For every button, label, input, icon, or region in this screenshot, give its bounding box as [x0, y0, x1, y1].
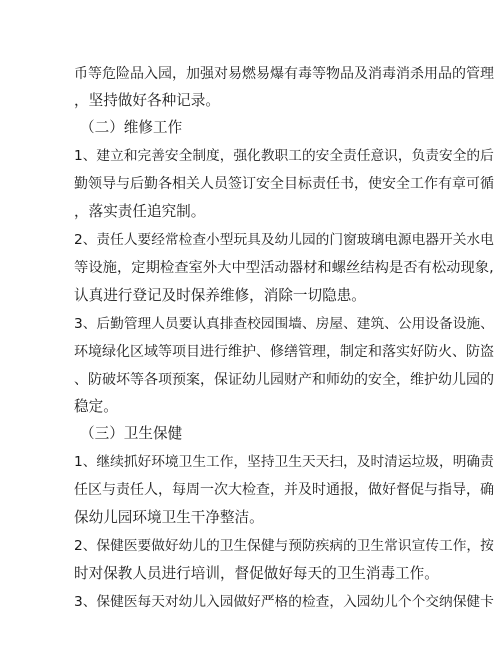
paragraph-line: ，落实责任追究制。	[74, 203, 206, 220]
paragraph-line: 3、后勤管理人员要认真排查校园围墙、房屋、建筑、公用设备设施、	[74, 316, 494, 332]
paragraph-line: 2、责任人要经常检查小型玩具及幼儿园的门窗玻璃电源电器开关水电	[74, 232, 494, 248]
paragraph-line: 1、建立和完善安全制度，强化教职工的安全责任意识，负责安全的后	[74, 148, 494, 164]
paragraph-line: 勤领导与后勤各相关人员签订安全目标责任书，使安全工作有章可循	[74, 176, 494, 192]
paragraph-line: 认真进行登记及时保养维修，消除一切隐患。	[74, 287, 366, 304]
section-heading: （三）卫生保健	[80, 425, 183, 442]
paragraph-line: 任区与责任人，每周一次大检查，并及时通报，做好督促与指导，确	[74, 482, 494, 498]
paragraph-line: ，坚持做好各种记录。	[74, 92, 220, 109]
paragraph-line: 币等危险品入园，加强对易燃易爆有毒等物品及消毒消杀用品的管理	[74, 66, 494, 82]
paragraph-line: 时对保教人员进行培训，督促做好每天的卫生消毒工作。	[74, 565, 439, 582]
paragraph-line: 等设施，定期检查室外大中型活动器材和螺丝结构是否有松动现象,	[74, 260, 494, 276]
paragraph-line: 保幼儿园环境卫生干净整洁。	[74, 509, 264, 526]
paragraph-line: 、防破坏等各项预案，保证幼儿园财产和师幼的安全，维护幼儿园的	[74, 372, 494, 388]
section-heading: （二）维修工作	[80, 119, 183, 136]
paragraph-line: 稳定。	[74, 398, 118, 415]
paragraph-line: 2、保健医要做好幼儿的卫生保健与预防疾病的卫生常识宣传工作，按	[74, 538, 494, 554]
paragraph-line: 环境绿化区域等项目进行维护、修缮管理，制定和落实好防火、防盗	[74, 344, 494, 360]
paragraph-line: 3、保健医每天对幼儿入园做好严格的检查，入园幼儿个个交纳保健卡	[74, 594, 494, 610]
paragraph-line: 1、继续抓好环境卫生工作，坚持卫生天天扫，及时清运垃圾，明确责	[74, 454, 494, 470]
